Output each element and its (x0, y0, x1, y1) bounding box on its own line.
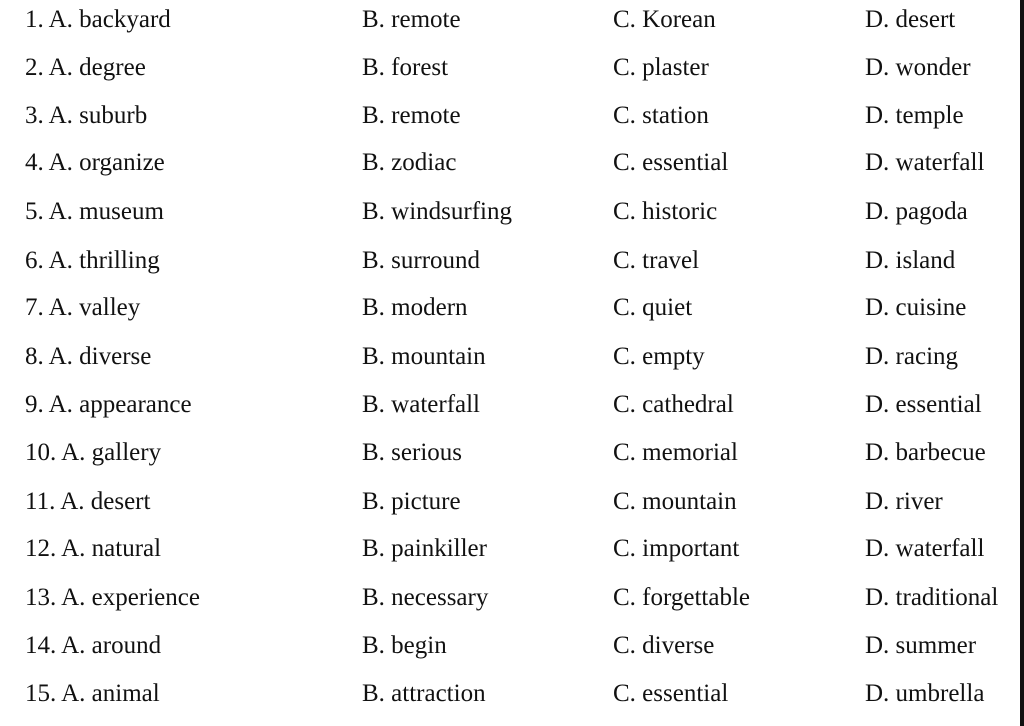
option-d: D. island (865, 247, 956, 274)
option-a: 14. A. around (25, 632, 162, 659)
option-a: 10. A. gallery (25, 439, 162, 466)
option-a: 9. A. appearance (25, 391, 192, 418)
option-b: B. necessary (362, 584, 489, 611)
question-row (0, 482, 1024, 522)
question-row (0, 337, 1024, 377)
question-row (0, 192, 1024, 232)
question-row (0, 143, 1024, 183)
option-c: C. travel (613, 247, 700, 274)
option-c: C. essential (613, 680, 729, 707)
option-b: B. modern (362, 294, 468, 321)
option-a: 8. A. diverse (25, 343, 152, 370)
option-b: B. windsurfing (362, 198, 512, 225)
option-d: D. waterfall (865, 149, 985, 176)
question-row (0, 288, 1024, 328)
option-a: 7. A. valley (25, 294, 141, 321)
option-d: D. traditional (865, 584, 999, 611)
question-row (0, 626, 1024, 666)
option-d: D. umbrella (865, 680, 985, 707)
question-row (0, 433, 1024, 473)
option-a: 2. A. degree (25, 54, 146, 81)
option-b: B. begin (362, 632, 447, 659)
option-b: B. forest (362, 54, 449, 81)
option-b: B. picture (362, 488, 461, 515)
option-a: 15. A. animal (25, 680, 160, 707)
option-d: D. waterfall (865, 535, 985, 562)
option-b: B. remote (362, 6, 461, 33)
option-d: D. summer (865, 632, 977, 659)
option-b: B. painkiller (362, 535, 487, 562)
option-c: C. diverse (613, 632, 715, 659)
question-row (0, 241, 1024, 281)
option-c: C. essential (613, 149, 729, 176)
option-a: 11. A. desert (25, 488, 151, 515)
question-row (0, 529, 1024, 569)
option-c: C. historic (613, 198, 718, 225)
option-a: 4. A. organize (25, 149, 165, 176)
option-c: C. mountain (613, 488, 737, 515)
option-d: D. barbecue (865, 439, 986, 466)
option-c: C. cathedral (613, 391, 734, 418)
option-d: D. racing (865, 343, 959, 370)
option-a: 3. A. suburb (25, 102, 148, 129)
question-row (0, 0, 1024, 40)
option-c: C. plaster (613, 54, 709, 81)
option-a: 13. A. experience (25, 584, 200, 611)
question-row (0, 48, 1024, 88)
option-b: B. surround (362, 247, 481, 274)
page-edge-border (1020, 0, 1024, 726)
question-row (0, 674, 1024, 714)
option-c: C. empty (613, 343, 705, 370)
option-c: C. memorial (613, 439, 738, 466)
option-c: C. important (613, 535, 740, 562)
question-row (0, 578, 1024, 618)
option-b: B. zodiac (362, 149, 457, 176)
option-a: 1. A. backyard (25, 6, 171, 33)
option-b: B. mountain (362, 343, 486, 370)
option-d: D. wonder (865, 54, 971, 81)
option-d: D. river (865, 488, 943, 515)
option-d: D. cuisine (865, 294, 967, 321)
option-c: C. forgettable (613, 584, 750, 611)
option-b: B. serious (362, 439, 462, 466)
option-a: 6. A. thrilling (25, 247, 160, 274)
option-b: B. remote (362, 102, 461, 129)
option-d: D. pagoda (865, 198, 968, 225)
option-a: 5. A. museum (25, 198, 164, 225)
option-a: 12. A. natural (25, 535, 162, 562)
option-c: C. quiet (613, 294, 693, 321)
option-b: B. attraction (362, 680, 486, 707)
question-row (0, 96, 1024, 136)
option-d: D. temple (865, 102, 964, 129)
option-d: D. desert (865, 6, 956, 33)
question-row (0, 385, 1024, 425)
option-c: C. station (613, 102, 709, 129)
option-c: C. Korean (613, 6, 716, 33)
option-d: D. essential (865, 391, 982, 418)
option-b: B. waterfall (362, 391, 481, 418)
